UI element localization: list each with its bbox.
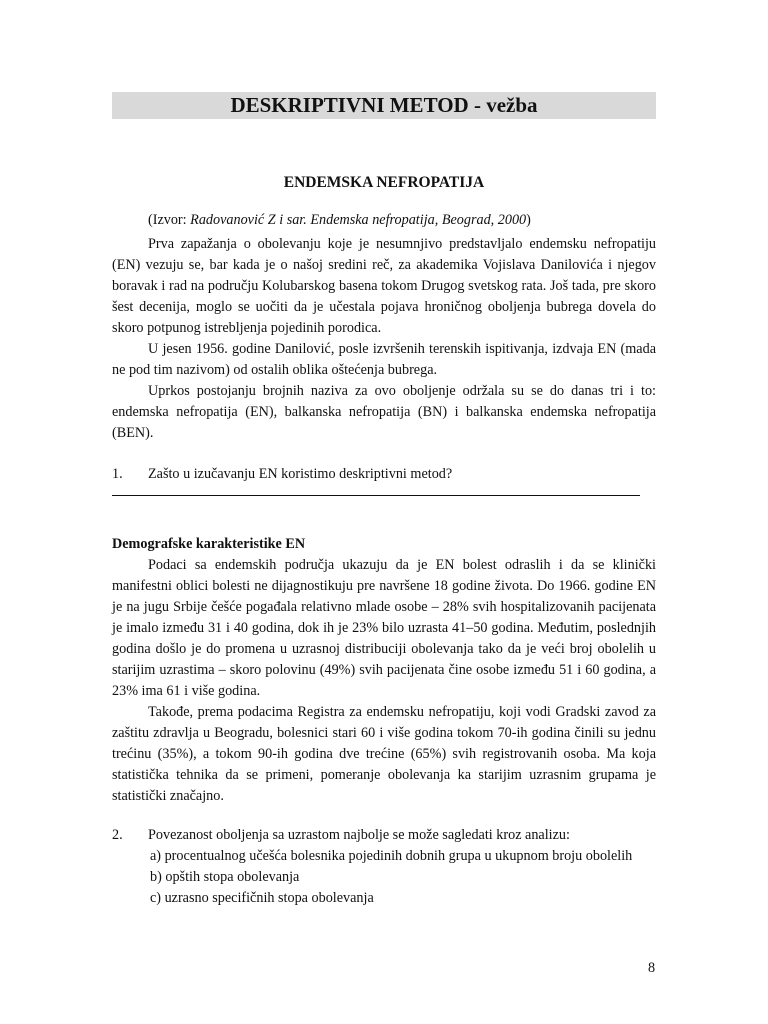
source-citation: [112, 210, 656, 231]
title-main: DESKRIPTIVNI METOD: [230, 93, 469, 117]
title-suffix: - vežba: [468, 93, 538, 117]
question-1-text: Zašto u izučavanju EN koristimo deskriptivni metod?: [148, 466, 453, 482]
demographics-paragraph-1: Podaci sa endemskih područja ukazuju da je EN bolest odraslih i da se klinički manifestni oblici bolesti ne dijagnostikuju pre navršene 18 godine života. Do 1966. godine EN je na jugu Srbije češće pogađala relativno mlade osobe – 28% svih hospitalizovanih pacijenata je imalo između 31 i 40 godina, dok ih je 23% bilo uzrasta 41–50 godina. Međutim, poslednjih godina došlo je do promena u uzrasnoj distribuciji obolevanja tako da je veći broj obolelih u starijim uzrastima – skoro polovinu (49%) svih pacijenata čine osobe između 51 i 60 godina, a 23% ima 61 i više godina.: [112, 557, 656, 699]
answer-line[interactable]: [112, 485, 640, 496]
intro-paragraph-2: U jesen 1956. godine Danilović, posle izvršenih terenskih ispitivanja, izdvaja EN (mada ne pod tim nazivom) od ostalih oblika oštećenja bubrega.: [112, 341, 656, 378]
question-1: [112, 464, 656, 485]
question-1-number: 1.: [112, 466, 123, 482]
option-a[interactable]: a) procentualnog učešća bolesnika pojedinih dobnih grupa u ukupnom broju obolelih: [150, 848, 633, 864]
page-number: 8: [648, 960, 656, 976]
question-2-options: [114, 846, 656, 909]
demographics-heading: Demografske karakteristike EN: [112, 536, 306, 552]
question-2-number: 2.: [112, 827, 123, 843]
demographics-paragraph-2: Takođe, prema podacima Registra za endemsku nefropatiju, koji vodi Gradski zavod za zaštitu zdravlja u Beogradu, bolesnici stari 60 i više godina tokom 70-ih godina činili su jednu trećinu (35%), a tokom 90-ih godina dve trećine (65%) svih registrovanih osoba. Ma koja statistička tehnika da se primeni, pomeranje obolevanja ka starijim uzrasnim grupama je statistički značajno.: [112, 704, 656, 804]
option-b[interactable]: b) opštih stopa obolevanja: [150, 869, 300, 885]
question-2-text: Povezanost oboljenja sa uzrastom najbolje se može sagledati kroz analizu:: [148, 827, 570, 843]
intro-paragraph-3: Uprkos postojanju brojnih naziva za ovo oboljenje održala su se do danas tri i to: endemska nefropatija (EN), balkanska nefropatija (BN) i balkanska endemska nefropatija (BEN).: [112, 383, 656, 441]
section-title: ENDEMSKA NEFROPATIJA: [283, 174, 485, 191]
document-page: [112, 92, 656, 909]
intro-paragraph-1: Prva zapažanja o obolevanju koje je nesumnjivo predstavljalo endemsku nefropatiju (EN) vezuju se, bar kada je o našoj sredini reč, za akademika Vojislava Danilovića i njegov boravak i rad na području Kolubarskog basena tokom Drugog svetskog rata. Još tada, pre skoro šest decenija, moglo se uočiti da je učestala pojava hroničnog oboljenja bubrega dovela do skoro potpunog istrebljenja pojedinih porodica.: [112, 236, 656, 336]
option-c[interactable]: c) uzrasno specifičnih stopa obolevanja: [150, 890, 374, 906]
source-suffix: ): [526, 212, 531, 228]
source-prefix: (Izvor:: [148, 212, 191, 228]
question-2: [112, 825, 656, 846]
source-citation-text: Radovanović Z i sar. Endemska nefropatija, Beograd, 2000: [190, 212, 527, 228]
page-title: [112, 92, 656, 119]
